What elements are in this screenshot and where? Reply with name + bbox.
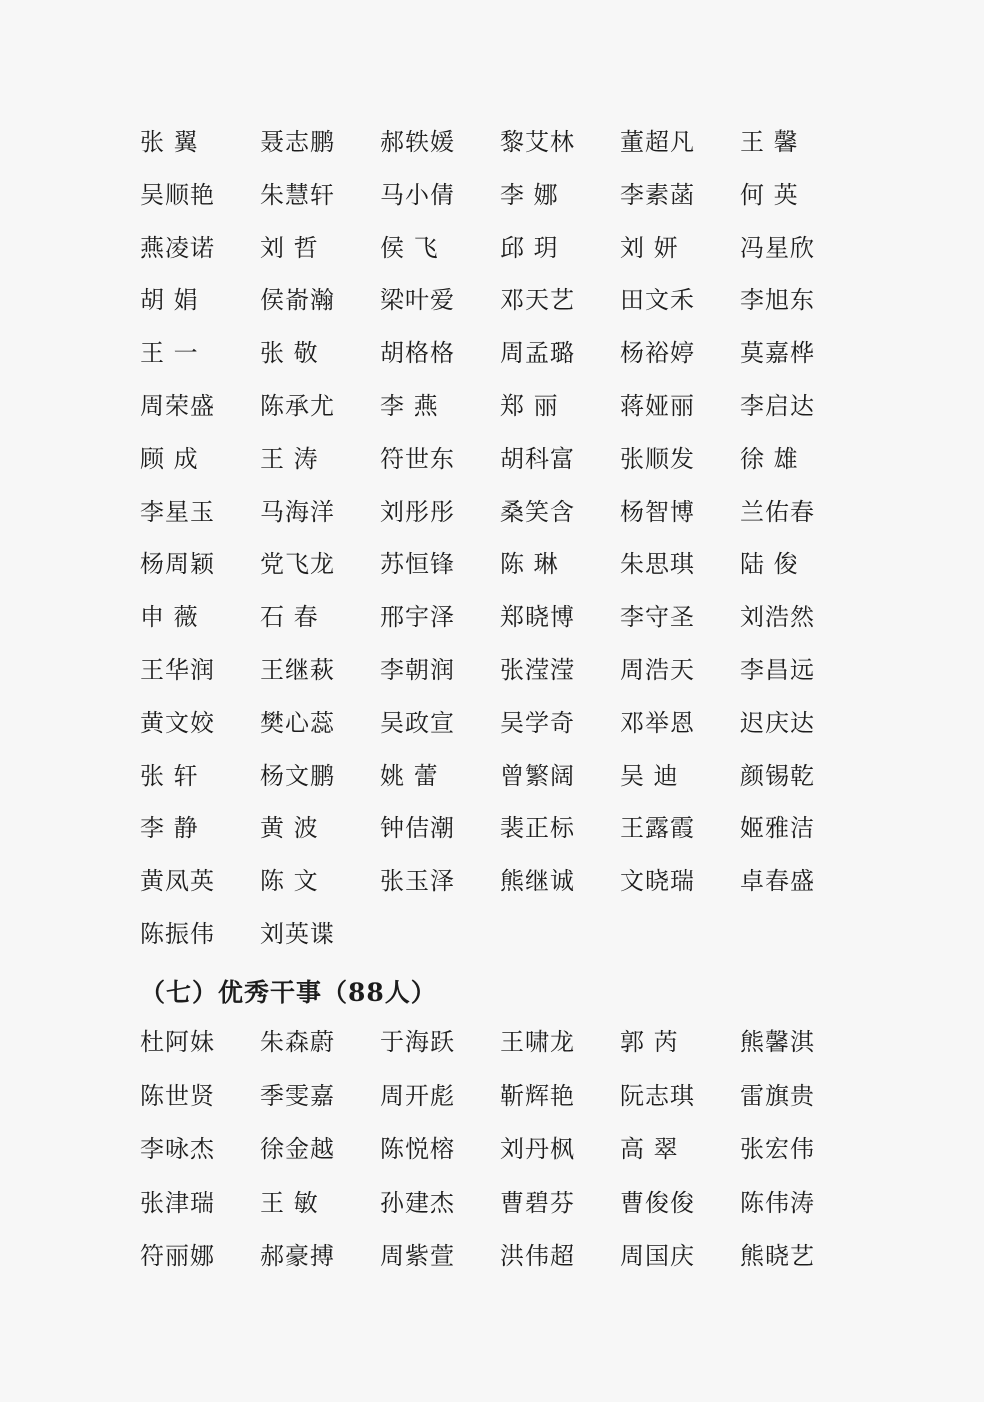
name-entry: 何 英: [740, 180, 799, 209]
name-entry: 张宏伟: [740, 1135, 815, 1163]
name-entry: 张 翼: [140, 128, 199, 156]
name-entry: 靳辉艳: [500, 1081, 575, 1110]
name-entry: 曹俊俊: [620, 1188, 695, 1217]
name-entry: 石 春: [260, 603, 319, 632]
name-entry: 梁叶爱: [380, 286, 455, 315]
name-entry: 杜阿妹: [140, 1028, 215, 1056]
name-entry: 王 馨: [740, 128, 799, 156]
name-entry: 陆 俊: [740, 550, 799, 579]
name-entry: 兰佑春: [740, 497, 815, 526]
name-entry: 侯 飞: [380, 233, 439, 262]
name-entry: 聂志鹏: [260, 128, 335, 156]
section-heading: （七）优秀干事（88人）: [140, 978, 437, 1007]
name-entry: 王华润: [140, 655, 215, 684]
name-entry: 马海洋: [260, 497, 335, 526]
name-entry: 朱森蔚: [260, 1028, 335, 1056]
name-entry: 黎艾林: [500, 128, 575, 156]
name-entry: 颜锡乾: [740, 761, 815, 790]
name-entry: 陈伟涛: [740, 1188, 815, 1217]
name-entry: 钟佶潮: [380, 814, 455, 843]
name-entry: 李启达: [740, 391, 815, 420]
name-entry: 杨周颖: [140, 550, 215, 579]
name-entry: 杨智博: [620, 497, 695, 526]
name-entry: 李朝润: [380, 655, 455, 684]
name-entry: 刘 妍: [620, 233, 679, 262]
name-entry: 张玉泽: [380, 867, 455, 896]
name-entry: 桑笑含: [500, 497, 575, 526]
name-entry: 党飞龙: [260, 550, 335, 579]
name-entry: 曹碧芬: [500, 1188, 575, 1217]
name-entry: 周孟璐: [500, 339, 575, 368]
name-entry: 吴顺艳: [140, 180, 215, 209]
name-entry: 王继萩: [260, 655, 335, 684]
name-entry: 李 娜: [500, 180, 559, 209]
name-entry: 张津瑞: [140, 1188, 215, 1217]
name-entry: 陈 文: [260, 867, 319, 896]
name-entry: 周开彪: [380, 1081, 455, 1110]
name-entry: 吴政宣: [380, 708, 455, 737]
name-entry: 阮志琪: [620, 1081, 695, 1110]
name-entry: 李守圣: [620, 603, 695, 632]
name-entry: 朱慧轩: [260, 180, 335, 209]
name-entry: 马小倩: [380, 180, 455, 209]
name-entry: 郑 丽: [500, 391, 559, 420]
name-entry: 郭 芮: [620, 1028, 679, 1056]
name-list-continued: [140, 116, 860, 961]
name-entry: 李 燕: [380, 391, 439, 420]
name-entry: 侯嵛瀚: [260, 286, 335, 315]
name-entry: 樊心蕊: [260, 708, 335, 737]
name-entry: 郝豪搏: [260, 1242, 335, 1270]
name-entry: 冯星欣: [740, 233, 815, 262]
name-entry: 田文禾: [620, 286, 695, 315]
name-entry: 吴 迪: [620, 761, 679, 790]
name-entry: 周紫萱: [380, 1242, 455, 1270]
name-entry: 符丽娜: [140, 1242, 215, 1270]
name-entry: 杨文鹏: [260, 761, 335, 790]
name-entry: 邓天艺: [500, 286, 575, 315]
name-entry: 申 薇: [140, 603, 199, 632]
name-entry: 张 敬: [260, 339, 319, 368]
name-entry: 陈世贤: [140, 1081, 215, 1110]
name-entry: 迟庆达: [740, 708, 815, 737]
name-entry: 陈 琳: [500, 550, 559, 579]
name-entry: 姚 蕾: [380, 761, 439, 790]
name-entry: 于海跃: [380, 1028, 455, 1056]
name-entry: 熊继诚: [500, 867, 575, 896]
name-entry: 燕凌诺: [140, 233, 215, 262]
name-entry: 苏恒锋: [380, 550, 455, 579]
name-entry: 周荣盛: [140, 391, 215, 420]
name-entry: 周国庆: [620, 1242, 695, 1270]
name-entry: 孙建杰: [380, 1188, 455, 1217]
name-entry: 李素菡: [620, 180, 695, 209]
name-entry: 王啸龙: [500, 1028, 575, 1056]
name-entry: 王 一: [140, 339, 199, 368]
name-entry: 王露霞: [620, 814, 695, 843]
name-entry: 吴学奇: [500, 708, 575, 737]
name-entry: 李 静: [140, 814, 199, 843]
name-entry: 熊晓艺: [740, 1242, 815, 1270]
name-entry: 黄 波: [260, 814, 319, 843]
name-entry: 顾 成: [140, 444, 199, 473]
name-entry: 蒋娅丽: [620, 391, 695, 420]
name-entry: 刘 哲: [260, 233, 319, 262]
name-entry: 张滢滢: [500, 655, 575, 684]
name-entry: 王 敏: [260, 1188, 319, 1217]
name-entry: 姬雅洁: [740, 814, 815, 843]
name-entry: 文晓瑞: [620, 867, 695, 896]
name-entry: 胡科富: [500, 444, 575, 473]
name-entry: 胡格格: [380, 339, 455, 368]
name-entry: 邓举恩: [620, 708, 695, 737]
name-entry: 周浩天: [620, 655, 695, 684]
name-entry: 邢宇泽: [380, 603, 455, 632]
name-entry: 刘英谍: [260, 919, 335, 948]
name-entry: 符世东: [380, 444, 455, 473]
name-entry: 陈振伟: [140, 919, 215, 948]
name-entry: 李星玉: [140, 497, 215, 526]
name-entry: 雷旗贵: [740, 1081, 815, 1110]
name-entry: 李咏杰: [140, 1135, 215, 1163]
name-entry: 洪伟超: [500, 1242, 575, 1270]
name-entry: 高 翠: [620, 1135, 679, 1163]
name-entry: 朱思琪: [620, 550, 695, 579]
name-entry: 徐金越: [260, 1135, 335, 1163]
name-entry: 莫嘉桦: [740, 339, 815, 368]
name-entry: 李昌远: [740, 655, 815, 684]
name-entry: 裴正标: [500, 814, 575, 843]
name-entry: 郑晓博: [500, 603, 575, 632]
name-entry: 熊馨淇: [740, 1028, 815, 1056]
name-entry: 刘丹枫: [500, 1135, 575, 1163]
name-entry: 黄文姣: [140, 708, 215, 737]
name-entry: 邱 玥: [500, 233, 559, 262]
name-entry: 曾繁阔: [500, 761, 575, 790]
name-list-outstanding-staff: [140, 1016, 860, 1284]
name-entry: 张顺发: [620, 444, 695, 473]
name-entry: 张 轩: [140, 761, 199, 790]
name-entry: 季雯嘉: [260, 1081, 335, 1110]
name-entry: 徐 雄: [740, 444, 799, 473]
name-entry: 卓春盛: [740, 867, 815, 896]
name-entry: 郝轶媛: [380, 128, 455, 156]
name-entry: 杨裕婷: [620, 339, 695, 368]
name-entry: 胡 娟: [140, 286, 199, 315]
name-entry: 刘彤彤: [380, 497, 455, 526]
name-entry: 陈悦榕: [380, 1135, 455, 1163]
name-entry: 陈承尤: [260, 391, 335, 420]
name-entry: 黄凤英: [140, 867, 215, 896]
name-entry: 李旭东: [740, 286, 815, 315]
name-entry: 刘浩然: [740, 603, 815, 632]
name-entry: 董超凡: [620, 128, 695, 156]
name-entry: 王 涛: [260, 444, 319, 473]
